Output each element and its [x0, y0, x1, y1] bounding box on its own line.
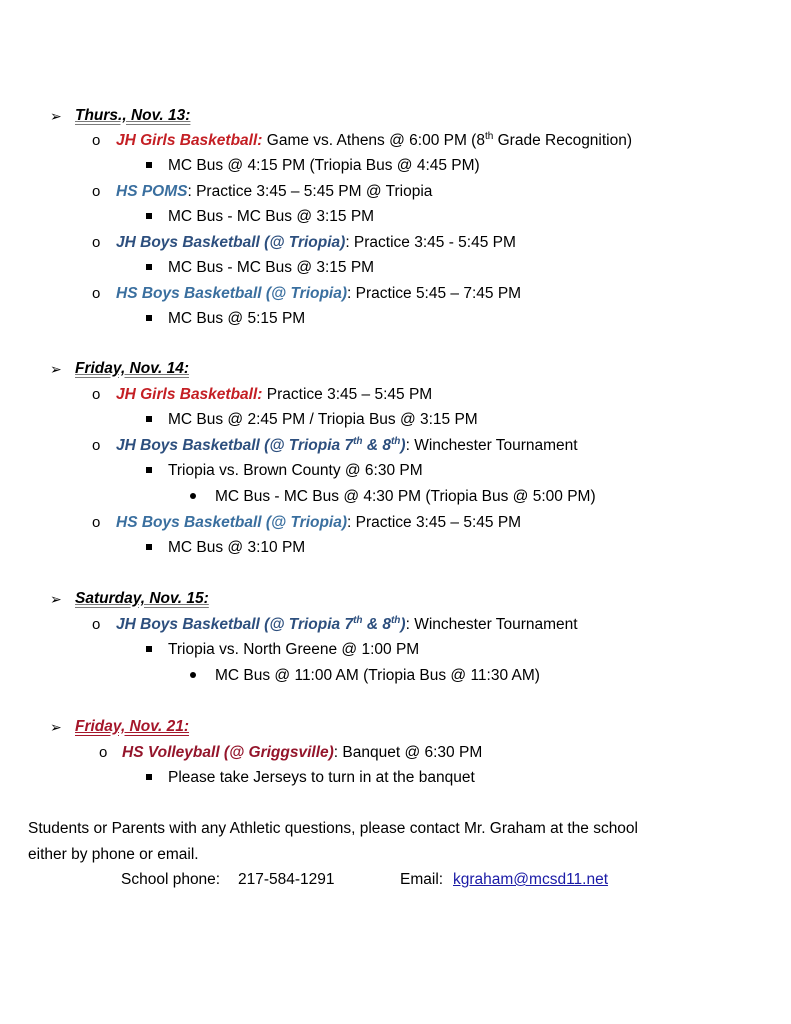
game-info: Triopia vs. North Greene @ 1:00 PM: [168, 641, 420, 658]
team-name-part: & 8: [362, 616, 391, 633]
day-label: Friday, Nov. 14:: [75, 360, 189, 377]
team-name: HS Volleyball (@ Griggsville): [122, 744, 334, 761]
team-colon: :: [257, 132, 263, 149]
day-label: Saturday, Nov. 15:: [75, 590, 209, 607]
bus-info: MC Bus @ 5:15 PM: [168, 310, 306, 327]
email-link[interactable]: kgraham@mcsd11.net: [453, 871, 609, 888]
phone-label: School phone:: [121, 871, 221, 888]
dot-bullet-icon: [190, 672, 196, 678]
bus-info: MC Bus - MC Bus @ 4:30 PM (Triopia Bus @ 5:00 PM): [215, 488, 596, 505]
square-bullet-icon: [146, 264, 152, 270]
game-info: Triopia vs. Brown County @ 6:30 PM: [168, 462, 423, 479]
circle-bullet-icon: o: [92, 386, 101, 403]
event-line: [116, 131, 632, 151]
square-bullet-icon: [146, 467, 152, 473]
contact-text: either by phone or email.: [28, 846, 199, 863]
day-heading: [75, 106, 190, 126]
bus-info: MC Bus @ 11:00 AM (Triopia Bus @ 11:30 AM): [215, 667, 540, 684]
team-name: HS Boys Basketball (@ Triopia): [116, 514, 348, 531]
square-bullet-icon: [146, 213, 152, 219]
ordinal-suffix: th: [390, 435, 401, 447]
arrow-bullet-icon: ➢: [50, 108, 62, 124]
bus-info: MC Bus - MC Bus @ 3:15 PM: [168, 208, 375, 225]
day-heading: [75, 717, 189, 737]
ordinal-suffix: th: [353, 614, 363, 626]
phone-number: 217-584-1291: [238, 871, 335, 888]
event-line: [116, 233, 516, 253]
team-name: HS POMS: [116, 183, 188, 200]
arrow-bullet-icon: ➢: [50, 361, 62, 377]
team-colon: :: [257, 386, 263, 403]
team-name: JH Girls Basketball: [116, 132, 258, 149]
team-name-end: ): [400, 437, 406, 454]
team-name-part: & 8: [362, 437, 391, 454]
bus-info: MC Bus @ 3:10 PM: [168, 539, 306, 556]
team-name: JH Girls Basketball: [116, 386, 258, 403]
circle-bullet-icon: o: [92, 437, 101, 454]
event-detail: : Practice 3:45 – 5:45 PM @ Triopia: [187, 183, 433, 200]
circle-bullet-icon: o: [92, 183, 101, 200]
note: Please take Jerseys to turn in at the banquet: [168, 769, 475, 786]
square-bullet-icon: [146, 416, 152, 422]
event-detail: : Winchester Tournament: [405, 616, 578, 633]
event-line: [116, 385, 432, 405]
square-bullet-icon: [146, 774, 152, 780]
event-line: [116, 284, 521, 304]
circle-bullet-icon: o: [99, 744, 108, 761]
day-heading: [75, 359, 189, 379]
team-name: HS Boys Basketball (@ Triopia): [116, 285, 348, 302]
arrow-bullet-icon: ➢: [50, 719, 62, 735]
circle-bullet-icon: o: [92, 514, 101, 531]
bus-info: MC Bus @ 4:15 PM (Triopia Bus @ 4:45 PM): [168, 157, 480, 174]
event-line: [116, 513, 521, 533]
event-line: [116, 436, 578, 456]
circle-bullet-icon: o: [92, 285, 101, 302]
circle-bullet-icon: o: [92, 132, 101, 149]
team-name-end: ): [400, 616, 406, 633]
team-name: JH Boys Basketball (@ Triopia 7: [116, 437, 354, 454]
event-detail: : Practice 3:45 - 5:45 PM: [345, 234, 516, 251]
email-label: Email:: [400, 871, 444, 888]
circle-bullet-icon: o: [92, 234, 101, 251]
team-name: JH Boys Basketball (@ Triopia 7: [116, 616, 354, 633]
day-heading: [75, 589, 209, 609]
ordinal-suffix: th: [390, 614, 401, 626]
ordinal-suffix: th: [484, 130, 494, 142]
square-bullet-icon: [146, 544, 152, 550]
event-detail-end: Grade Recognition): [493, 132, 633, 149]
event-line: [122, 743, 482, 763]
day-label: Friday, Nov. 21:: [75, 718, 189, 735]
event-detail: : Practice 5:45 – 7:45 PM: [347, 285, 522, 302]
event-detail: : Practice 3:45 – 5:45 PM: [347, 514, 522, 531]
team-name: JH Boys Basketball (@ Triopia): [116, 234, 346, 251]
square-bullet-icon: [146, 315, 152, 321]
circle-bullet-icon: o: [92, 616, 101, 633]
bus-info: MC Bus - MC Bus @ 3:15 PM: [168, 259, 375, 276]
ordinal-suffix: th: [353, 435, 363, 447]
event-line: [116, 182, 432, 202]
square-bullet-icon: [146, 162, 152, 168]
day-label: Thurs., Nov. 13:: [75, 107, 191, 124]
event-detail: : Winchester Tournament: [405, 437, 578, 454]
arrow-bullet-icon: ➢: [50, 591, 62, 607]
event-detail: : Banquet @ 6:30 PM: [333, 744, 483, 761]
event-line: [116, 615, 578, 635]
event-detail: Game vs. Athens @ 6:00 PM (8: [262, 132, 485, 149]
dot-bullet-icon: [190, 493, 196, 499]
contact-text: Students or Parents with any Athletic questions, please contact Mr. Graham at the school: [28, 820, 638, 837]
square-bullet-icon: [146, 646, 152, 652]
event-detail: Practice 3:45 – 5:45 PM: [262, 386, 433, 403]
bus-info: MC Bus @ 2:45 PM / Triopia Bus @ 3:15 PM: [168, 411, 478, 428]
